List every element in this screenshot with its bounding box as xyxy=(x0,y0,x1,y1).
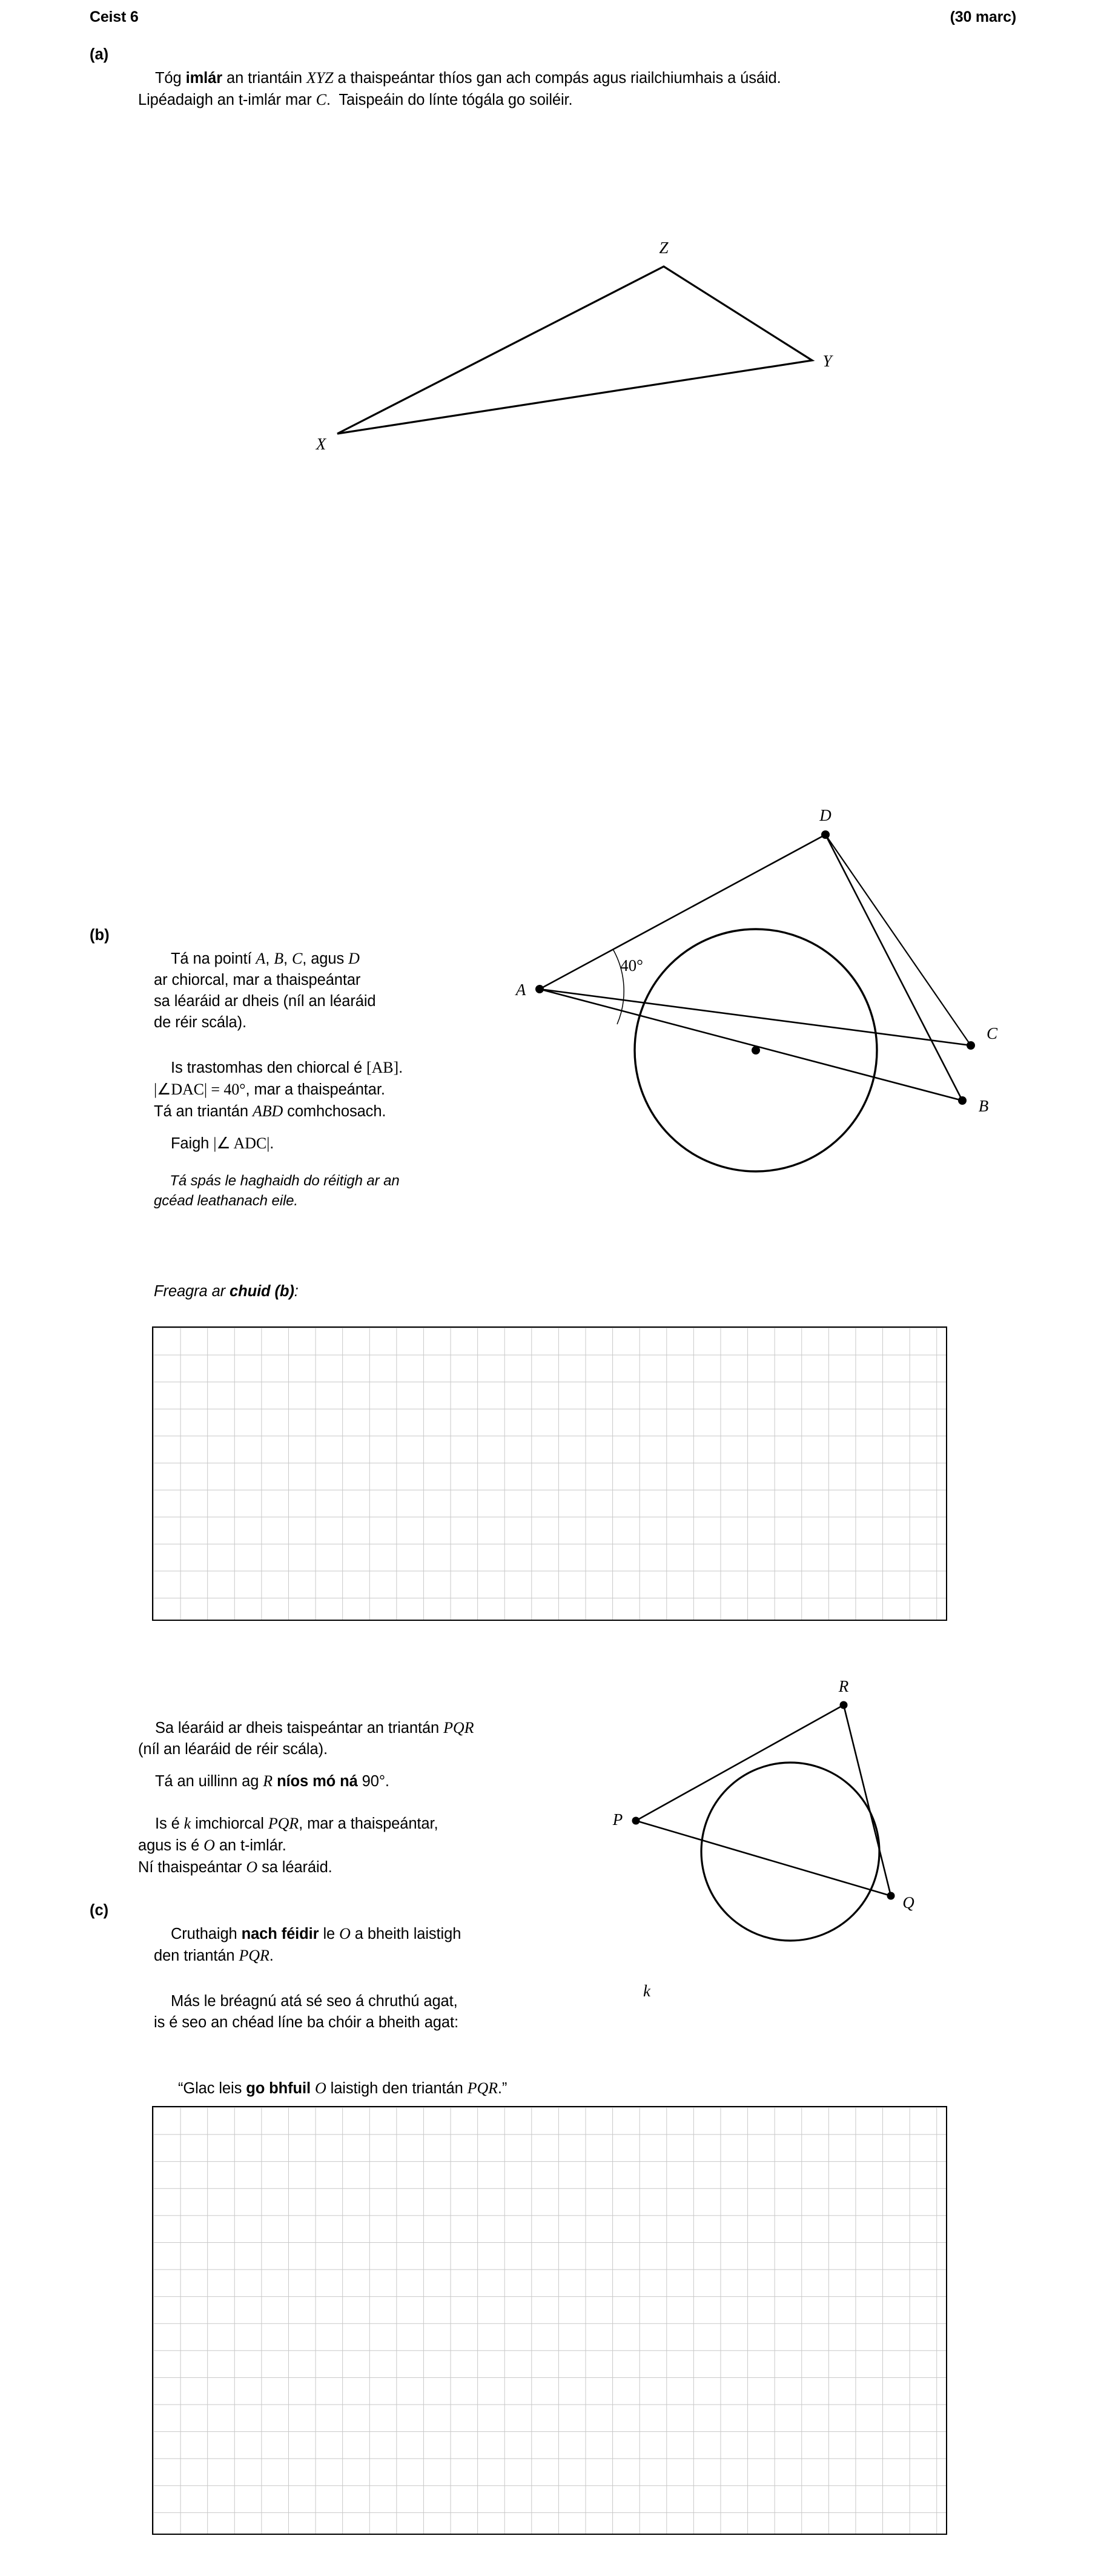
answer-label-b-post: : xyxy=(294,1283,299,1300)
part-b-angle-dac-math: |∠DAC| = 40° xyxy=(154,1081,246,1098)
point-label-a: A xyxy=(515,981,526,999)
point-q-dot xyxy=(887,1892,895,1900)
point-label-d: D xyxy=(819,806,832,824)
segment-pr xyxy=(636,1705,844,1821)
part-c-quote-mid xyxy=(311,2080,315,2097)
part-a-line2-post: . Taispeáin do línte tógála go soiléir. xyxy=(326,91,573,108)
part-c-line1-pre: Cruthaigh xyxy=(170,1925,242,1942)
part-c-line2-math: PQR xyxy=(239,1947,269,1964)
vertex-label-z: Z xyxy=(659,239,669,257)
part-b-sep-1: , xyxy=(265,950,274,967)
pqr-intro-line1-pre: Sa léaráid ar dheis taispeántar an triantán xyxy=(154,1720,444,1737)
part-b-point-c: C xyxy=(291,950,303,967)
pqr-angle-bold: níos mó ná xyxy=(273,1773,362,1790)
part-c-quote-bold: go bhfuil xyxy=(246,2080,311,2097)
part-b-p2-line2-post: , mar a thaispeántar. xyxy=(245,1081,385,1098)
vertex-label-y: Y xyxy=(822,352,832,370)
point-r-dot xyxy=(840,1701,848,1709)
part-c-quote-math-pqr: PQR xyxy=(467,2079,498,2097)
part-c-line2-post: . xyxy=(269,1947,274,1964)
marks-label: (30 marc) xyxy=(950,8,1016,25)
pqr-angle-post: 90°. xyxy=(362,1773,389,1790)
segment-rq xyxy=(844,1705,891,1896)
point-label-c: C xyxy=(986,1024,998,1042)
part-b-point-b: B xyxy=(274,950,283,967)
part-c-p2-line1: Más le bréagnú atá sé seo á chruthú agat, xyxy=(170,1993,458,2010)
part-b-label: (b) xyxy=(90,927,110,944)
part-c-line1-math-o: O xyxy=(339,1925,351,1942)
pqr-k-pre: Is é xyxy=(154,1815,184,1832)
part-a-line1-pre: Tóg xyxy=(154,70,186,87)
part-b-p1-line2: ar chiorcal, mar a thaispeántar xyxy=(154,972,361,988)
part-a-label: (a) xyxy=(90,46,109,63)
pqr-noshow-post: sa léaráid. xyxy=(257,1859,332,1876)
circle-label-k: k xyxy=(643,1982,650,2000)
pqr-o-math: O xyxy=(203,1836,215,1854)
point-label-r: R xyxy=(838,1677,849,1695)
point-p-dot xyxy=(632,1817,640,1825)
pqr-k-mid: imchiorcal xyxy=(191,1815,268,1832)
part-a-line1-mid: an triantáin xyxy=(222,70,306,87)
part-b-p1-line3: sa léaráid ar dheis (níl an léaráid xyxy=(154,993,376,1010)
part-b-note-line2: gcéad leathanach eile. xyxy=(154,1193,298,1209)
point-label-b: B xyxy=(978,1097,989,1115)
answer-grid-c[interactable] xyxy=(152,2106,947,2535)
part-c-line1-mid: le xyxy=(319,1925,340,1942)
part-b-p1-pre: Tá na pointí xyxy=(170,950,256,967)
pqr-noshow-pre: Ní thaispeántar xyxy=(138,1859,246,1876)
pqr-k-math: k xyxy=(183,1815,191,1832)
part-a-line2-pre: Lipéadaigh an t-imlár mar xyxy=(138,91,316,108)
part-b-sep-3: , agus xyxy=(302,950,349,967)
part-c-line2-pre: den triantán xyxy=(154,1947,239,1964)
part-b-point-d: D xyxy=(348,950,360,967)
part-b-sep-2: , xyxy=(283,950,292,967)
part-b-p3-pre: Faigh xyxy=(170,1135,214,1152)
pqr-intro-line2: (níl an léaráid de réir scála). xyxy=(138,1741,328,1758)
part-a-line2-math: C xyxy=(316,91,326,108)
pqr-intro-line1-math: PQR xyxy=(443,1719,474,1737)
part-c-quote-pre: “Glac leis xyxy=(177,2080,246,2097)
point-label-q: Q xyxy=(902,1893,914,1912)
part-b-p3-post: . xyxy=(269,1135,274,1152)
part-b-diameter-math: [AB] xyxy=(366,1059,399,1076)
part-b-p2-line1-pre: Is trastomhas den chiorcal é xyxy=(170,1059,367,1076)
answer-label-b-pre: Freagra ar xyxy=(154,1283,230,1300)
answer-label-b-bold: chuid (b) xyxy=(230,1283,294,1300)
pqr-angle-math-r: R xyxy=(263,1772,273,1790)
part-c-line1-post: a bheith laistigh xyxy=(350,1925,461,1942)
part-c-line1-bold: nach féidir xyxy=(241,1925,319,1942)
part-b-note-line1: Tá spás le haghaidh do réitigh ar an xyxy=(170,1173,400,1189)
pqr-k-post: , mar a thaispeántar, xyxy=(299,1815,438,1832)
vertex-label-x: X xyxy=(316,435,326,453)
pqr-o-post: an t-imlár. xyxy=(214,1837,286,1854)
part-a-line1-bold: imlár xyxy=(185,70,223,87)
part-b-p2-line3-post: comhchosach. xyxy=(283,1103,386,1120)
part-c-quote-end: .” xyxy=(497,2080,508,2097)
part-b-point-a: A xyxy=(256,950,266,967)
circle-pqr-outline xyxy=(701,1763,879,1941)
part-b-p1-line4: de réir scála). xyxy=(154,1014,246,1031)
part-a-line1-post: a thaispeántar thíos gan ach compás agus riailchiumhais a úsáid. xyxy=(333,70,781,87)
pqr-o-pre: agus is é xyxy=(138,1837,204,1854)
angle-label-40: 40° xyxy=(620,956,643,975)
point-label-p: P xyxy=(612,1810,623,1829)
part-c-quote-post: laistigh den triantán xyxy=(326,2080,468,2097)
part-a-line1-math: XYZ xyxy=(306,69,334,87)
part-b-triangle-abd-math: ABD xyxy=(252,1102,283,1120)
part-c-p2-line2: is é seo an chéad líne ba chóir a bheith agat: xyxy=(154,2014,458,2031)
pqr-noshow-math: O xyxy=(246,1858,258,1876)
pqr-k-math-pqr: PQR xyxy=(268,1815,299,1832)
pqr-angle-pre: Tá an uillinn ag xyxy=(154,1773,263,1790)
part-c-paragraph-2 xyxy=(154,1970,566,2055)
segment-pq xyxy=(636,1821,891,1896)
part-c-quote-math-o: O xyxy=(314,2079,326,2097)
part-c-label: (c) xyxy=(90,1902,109,1919)
page-title: Ceist 6 xyxy=(90,8,139,25)
part-b-p2-line3-pre: Tá an triantán xyxy=(154,1103,253,1120)
part-b-p2-line1-post: . xyxy=(398,1059,403,1076)
part-b-angle-adc-math: |∠ ADC| xyxy=(213,1134,270,1152)
